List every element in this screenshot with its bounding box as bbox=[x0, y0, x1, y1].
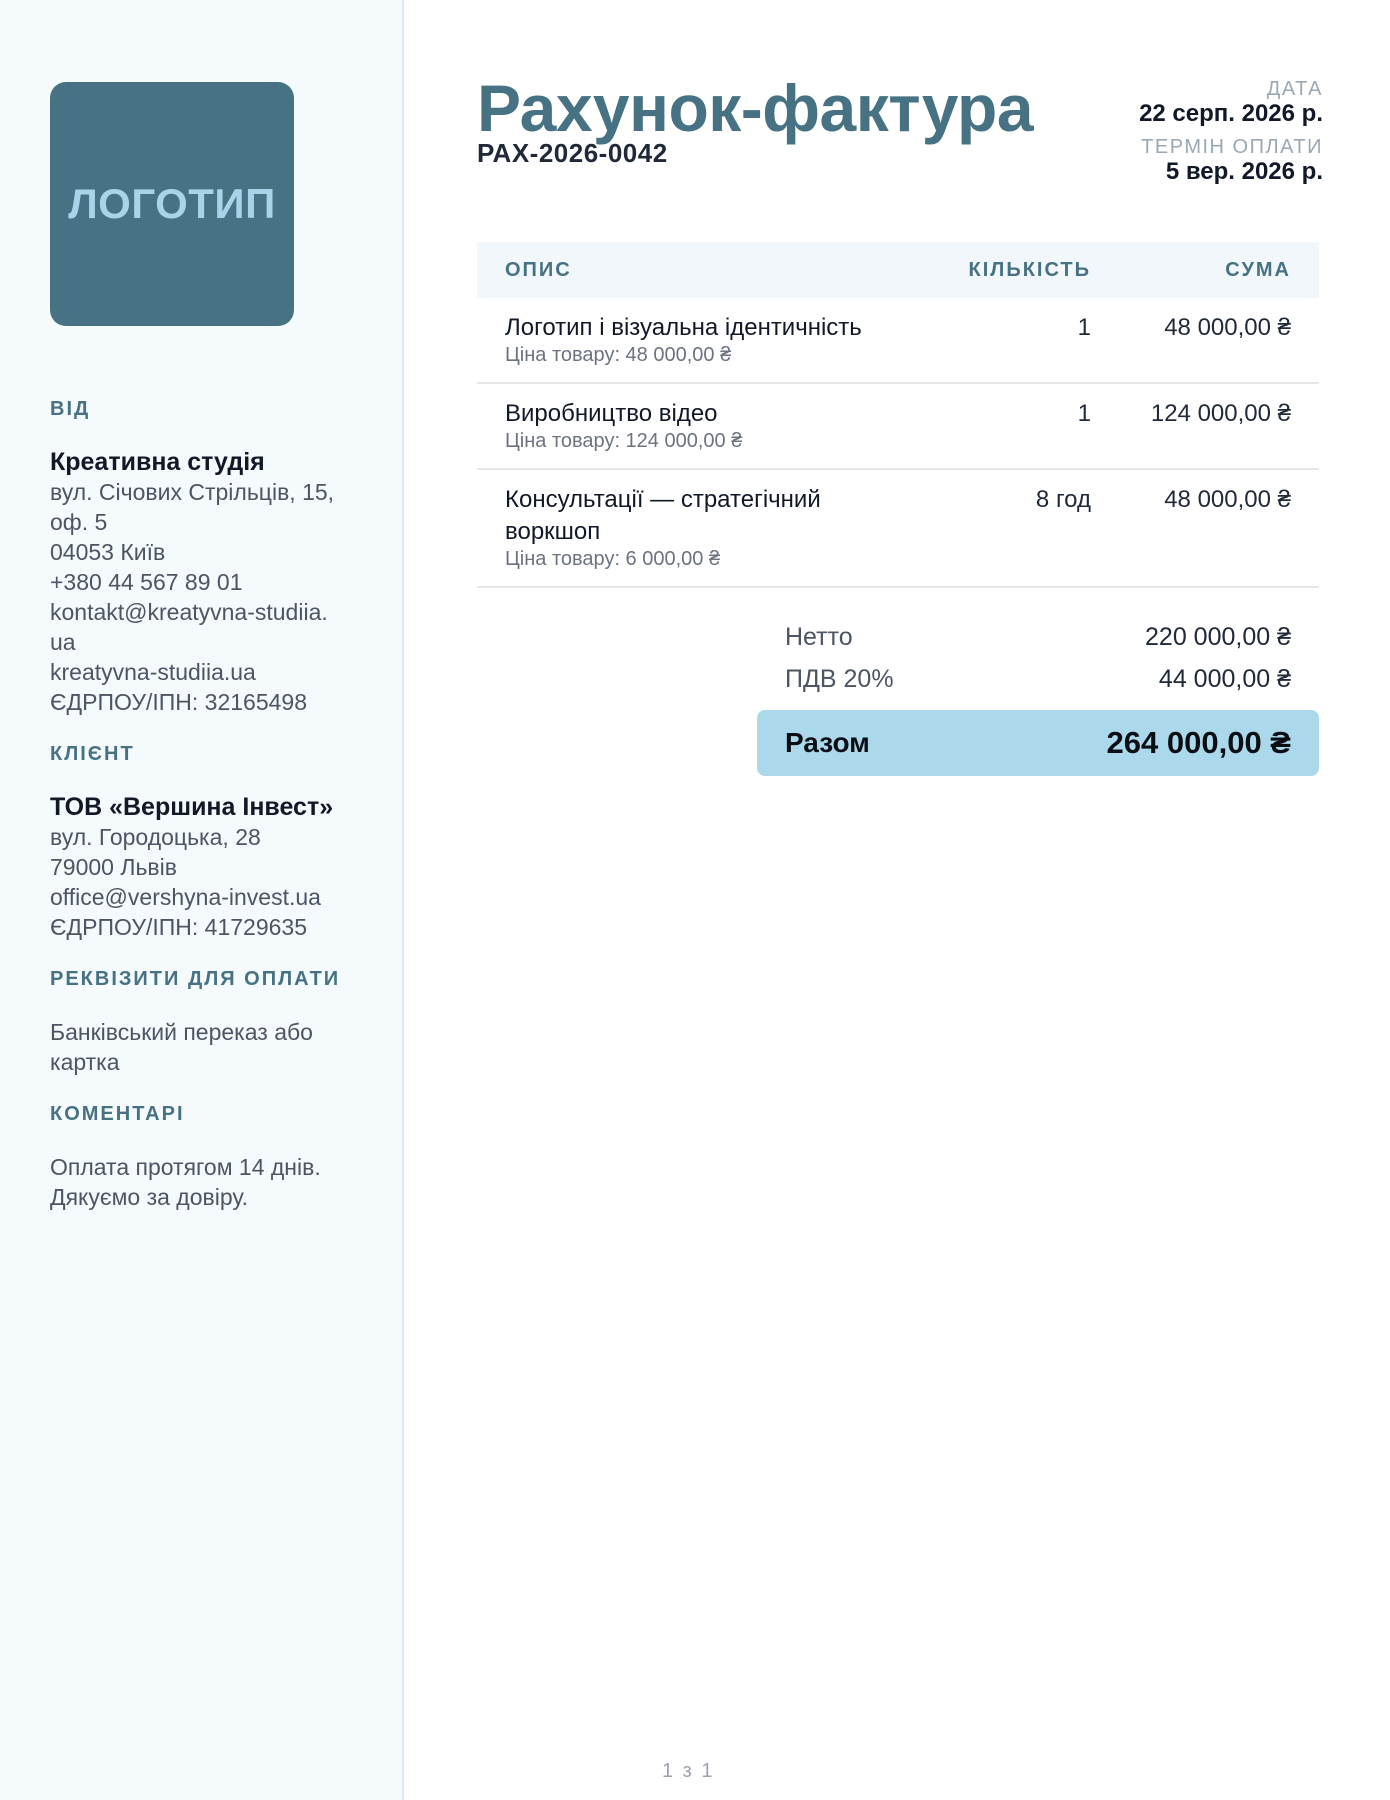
item-unit-price: Ціна товару: 48 000,00 ₴ bbox=[505, 344, 732, 366]
vat-value: 44 000,00 ₴ bbox=[1158, 664, 1291, 693]
payment-line: картка bbox=[50, 1049, 120, 1075]
item-amount: 48 000,00 ₴ bbox=[1164, 314, 1291, 341]
payment-details bbox=[50, 1017, 352, 1077]
vat-label: ПДВ 20% bbox=[785, 664, 894, 693]
table-header bbox=[477, 242, 1319, 298]
notes-label: КОМЕНТАРІ bbox=[50, 1103, 185, 1125]
notes-text bbox=[50, 1152, 352, 1212]
sender-tax-id: ЄДРПОУ/ІПН: 32165498 bbox=[50, 689, 308, 715]
sender-line: оф. 5 bbox=[50, 509, 108, 535]
net-label: Нетто bbox=[785, 622, 853, 651]
sender-email-cont: ua bbox=[50, 629, 76, 655]
client-tax-id: ЄДРПОУ/ІПН: 41729635 bbox=[50, 914, 308, 940]
header-amount: СУМА bbox=[1225, 258, 1291, 281]
client-email: office@vershyna-invest.ua bbox=[50, 884, 321, 910]
sender-phone: +380 44 567 89 01 bbox=[50, 569, 243, 595]
header-quantity: КІЛЬКІСТЬ bbox=[968, 258, 1091, 281]
sender-details bbox=[50, 477, 352, 717]
invoice-meta bbox=[1139, 78, 1323, 186]
notes-line: Оплата протягом 14 днів. bbox=[50, 1154, 321, 1180]
sender-name: Креативна студія bbox=[50, 448, 265, 476]
client-name: ТОВ «Вершина Інвест» bbox=[50, 793, 334, 821]
notes-line: Дякуємо за довіру. bbox=[50, 1184, 248, 1210]
grand-total-label: Разом bbox=[785, 727, 870, 758]
net-value: 220 000,00 ₴ bbox=[1145, 622, 1291, 651]
invoice-date: 22 серп. 2026 р. bbox=[1139, 100, 1323, 127]
item-name-cont: воркшоп bbox=[505, 518, 601, 545]
table-row bbox=[477, 298, 1319, 384]
page-indicator: 1 з 1 bbox=[662, 1760, 715, 1782]
item-quantity: 8 год bbox=[1035, 486, 1091, 513]
invoice-title: Рахунок-фактура bbox=[477, 71, 1034, 145]
item-quantity: 1 bbox=[1077, 400, 1091, 427]
line-items-table bbox=[477, 242, 1319, 588]
payment-label: РЕКВІЗИТИ ДЛЯ ОПЛАТИ bbox=[50, 968, 341, 990]
table-row bbox=[477, 470, 1319, 588]
client-label: КЛІЄНТ bbox=[50, 743, 135, 765]
sender-email: kontakt@kreatyvna-studiia. bbox=[50, 599, 328, 625]
client-line: 79000 Львів bbox=[50, 854, 177, 880]
date-label: ДАТА bbox=[1266, 78, 1323, 100]
invoice-number: РАХ-2026-0042 bbox=[477, 138, 668, 168]
due-label: ТЕРМІН ОПЛАТИ bbox=[1141, 136, 1323, 158]
totals-block bbox=[757, 616, 1319, 776]
logo-text: ЛОГОТИП bbox=[68, 180, 276, 227]
client-line: вул. Городоцька, 28 bbox=[50, 824, 261, 850]
logo-placeholder bbox=[50, 82, 294, 326]
payment-line: Банківський переказ або bbox=[50, 1019, 313, 1045]
due-date: 5 вер. 2026 р. bbox=[1165, 158, 1323, 185]
net-row bbox=[757, 616, 1319, 658]
item-unit-price: Ціна товару: 124 000,00 ₴ bbox=[505, 430, 743, 452]
item-quantity: 1 bbox=[1077, 314, 1091, 341]
grand-total-row bbox=[757, 710, 1319, 776]
item-name: Логотип і візуальна ідентичність bbox=[505, 314, 862, 341]
item-name: Виробництво відео bbox=[505, 400, 718, 427]
sender-website: kreatyvna-studiia.ua bbox=[50, 659, 256, 685]
sidebar bbox=[0, 0, 404, 1800]
sender-line: 04053 Київ bbox=[50, 539, 166, 565]
item-unit-price: Ціна товару: 6 000,00 ₴ bbox=[505, 548, 721, 570]
grand-total-value: 264 000,00 ₴ bbox=[1106, 725, 1291, 760]
header-description: ОПИС bbox=[505, 258, 572, 281]
table-row bbox=[477, 384, 1319, 470]
from-label: ВІД bbox=[50, 398, 91, 420]
item-name: Консультації — стратегічний bbox=[505, 486, 821, 513]
item-amount: 48 000,00 ₴ bbox=[1164, 486, 1291, 513]
item-amount: 124 000,00 ₴ bbox=[1150, 400, 1291, 427]
sender-line: вул. Січових Стрільців, 15, bbox=[50, 479, 335, 505]
client-details bbox=[50, 822, 352, 942]
vat-row bbox=[757, 658, 1319, 700]
